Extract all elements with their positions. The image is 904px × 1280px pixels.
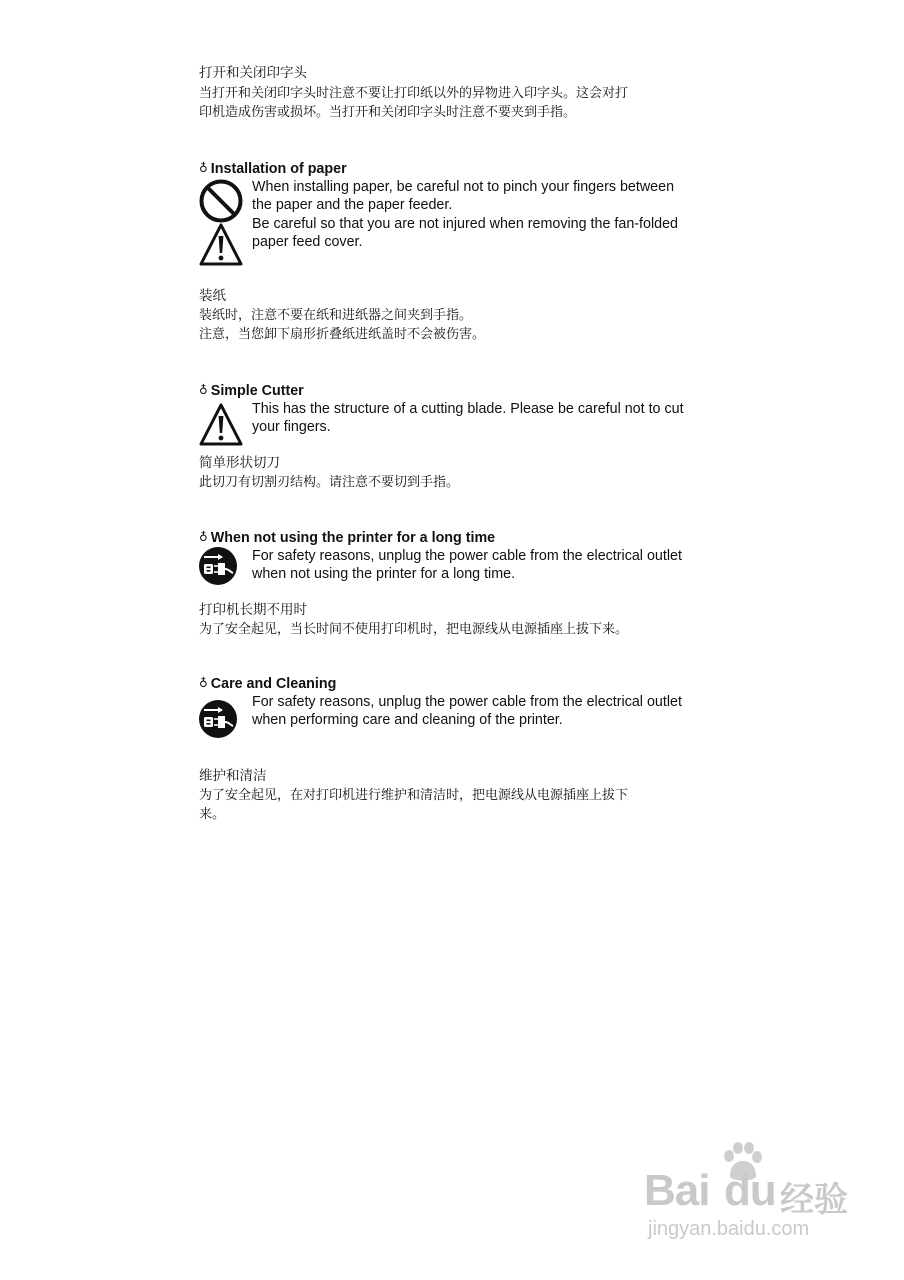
baidu-watermark [644, 1138, 854, 1248]
paper-body-line: paper feed cover. [252, 233, 363, 250]
unplug-icon [198, 699, 238, 739]
paper-body-line: the paper and the paper feeder. [252, 197, 453, 214]
cleaning-body-zh-line: 来。 [199, 807, 226, 822]
printhead-body-line: 印机造成伤害或损坏。当打开和关闭印字头时注意不要夹到手指。 [199, 105, 577, 120]
cleaning-heading [199, 675, 336, 693]
cutter-title-en: Simple Cutter [210, 383, 304, 399]
cleaning-body-zh [199, 786, 628, 824]
paper-body-line: Be careful so that you are not injured when removing the fan-folded [252, 215, 678, 232]
longtime-title-en: When not using the printer for a long time [210, 530, 496, 546]
cleaning-body-line: when performing care and cleaning of the printer. [252, 712, 563, 729]
paper-title-zh: 装纸 [199, 288, 226, 304]
printhead-title-zh: 打开和关闭印字头 [199, 65, 307, 81]
cutter-heading [199, 382, 304, 400]
cutter-title-zh: 简单形状切刀 [199, 455, 280, 471]
cleaning-body-en [252, 693, 682, 730]
cutter-body-zh [199, 473, 459, 492]
unplug-icon [198, 546, 238, 586]
watermark-brand-cn: 经验 [780, 1180, 848, 1220]
paper-body-zh-line: 装纸时，注意不要在纸和进纸器之间夹到手指。 [199, 308, 473, 323]
cutter-body-line: This has the structure of a cutting blade. Please be careful not to cut [252, 401, 684, 417]
cleaning-title-zh: 维护和清洁 [199, 768, 267, 784]
longtime-heading [199, 529, 495, 547]
longtime-title-zh: 打印机长期不用时 [199, 602, 307, 618]
paper-body-zh [199, 306, 485, 344]
bullet-icon: ♁ [199, 383, 208, 397]
cutter-body-en [252, 400, 684, 437]
longtime-body-en [252, 547, 682, 584]
cleaning-body-zh-line: 为了安全起见，在对打印机进行维护和清洁时，把电源线从电源插座上拔下 [199, 788, 629, 803]
paper-title-en: Installation of paper [210, 161, 347, 177]
paper-body-zh-line: 注意，当您卸下扇形折叠纸进纸盖时不会被伤害。 [199, 327, 486, 342]
prohibition-icon [198, 178, 244, 224]
watermark-url: jingyan.baidu.com [648, 1218, 810, 1240]
watermark-brand-right: du [724, 1166, 776, 1215]
longtime-body-line: when not using the printer for a long time. [252, 566, 516, 583]
bullet-icon: ♁ [199, 161, 208, 175]
printhead-body-zh [199, 84, 628, 122]
cutter-body-line: your fingers. [252, 419, 331, 436]
longtime-body-zh-line: 为了安全起见，当长时间不使用打印机时，把电源线从电源插座上拔下来。 [199, 622, 629, 637]
bullet-icon: ♁ [199, 530, 208, 544]
paper-body-en [252, 178, 678, 251]
paper-heading [199, 160, 347, 178]
cleaning-title-en: Care and Cleaning [210, 676, 337, 692]
warning-triangle-icon [198, 402, 244, 448]
watermark-brand-left: Bai [644, 1166, 710, 1215]
warning-triangle-icon [198, 222, 244, 268]
printhead-body-line: 当打开和关闭印字头时注意不要让打印纸以外的异物进入印字头。这会对打 [199, 86, 629, 101]
cutter-body-zh-line: 此切刀有切割刃结构。请注意不要切到手指。 [199, 475, 460, 490]
longtime-body-zh [199, 620, 628, 639]
cleaning-body-line: For safety reasons, unplug the power cable from the electrical outlet [252, 694, 682, 710]
longtime-body-line: For safety reasons, unplug the power cable from the electrical outlet [252, 548, 682, 564]
bullet-icon: ♁ [199, 676, 208, 690]
paper-body-line: When installing paper, be careful not to pinch your fingers between [252, 179, 675, 195]
